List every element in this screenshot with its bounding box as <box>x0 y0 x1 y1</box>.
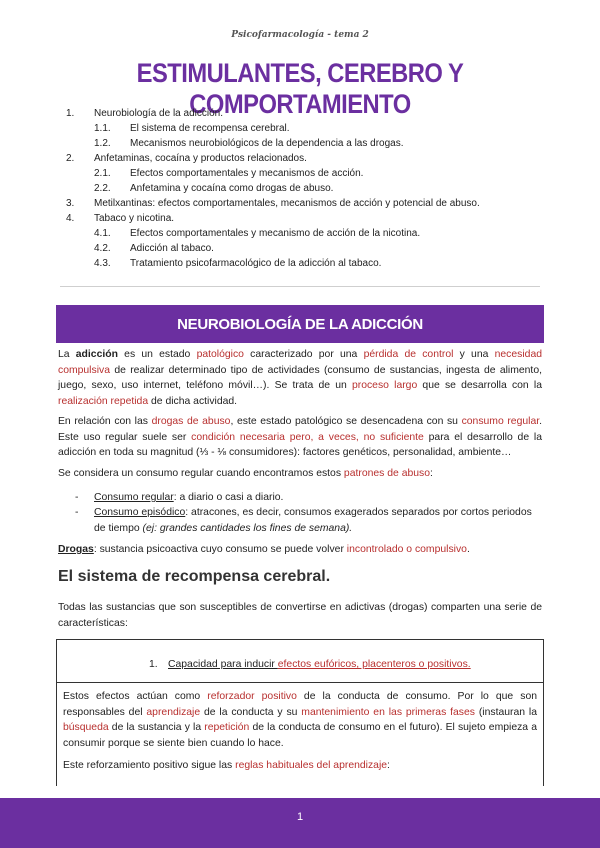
toc-item: 4.2. Adicción al tabaco. <box>94 243 214 254</box>
toc-item: 2.2. Anfetamina y cocaína como drogas de abuso. <box>94 183 334 194</box>
page-number: 1 <box>296 811 304 823</box>
box-paragraph: Este reforzamiento positivo sigue las reglas habituales del aprendizaje: <box>63 760 390 771</box>
table-of-contents <box>0 106 600 271</box>
paragraph-patrones: Se considera un consumo regular cuando encontramos estos patrones de abuso: <box>58 468 433 479</box>
subsection-heading: El sistema de recompensa cerebral. <box>58 568 331 585</box>
toc-item: 2. Anfetaminas, cocaína y productos relacionados. <box>66 153 307 164</box>
page-footer <box>0 798 600 848</box>
divider <box>60 286 540 287</box>
list-item: - Consumo episódico: atracones, es decir, consumos exagerados separados por cortos periodos de tiempo (ej: grandes cantidades los fines de semana). <box>75 507 532 534</box>
paragraph-drogas-definicion: Drogas: sustancia psicoactiva cuyo consumo se puede volver incontrolado o compulsivo. <box>58 544 470 555</box>
section-banner: NEUROBIOLOGÍA DE LA ADICCIÓN <box>56 305 544 343</box>
list-item: - Consumo regular: a diario o casi a diario. <box>75 492 284 503</box>
running-header: Psicofarmacología - tema 2 <box>231 30 369 40</box>
subsection-intro: Todas las sustancias que son susceptibles de convertirse en adictivas (drogas) comparten una serie de características: <box>58 602 542 629</box>
characteristic-box <box>56 639 544 786</box>
toc-item: 4. Tabaco y nicotina. <box>66 213 175 224</box>
toc-item: 1. Neurobiología de la adicción. <box>66 108 223 119</box>
box-paragraph: Estos efectos actúan como reforzador positivo de la conducta de consumo. Por lo que son responsables del aprendizaje de la conducta y su mantenimiento en las primeras fases (instauran la búsqueda de la sustancia y la repetición de la conducta de consumo en el futuro). El sujeto empieza a consumir porque se siente bien cuando lo hace. <box>63 691 538 749</box>
toc-item: 2.1. Efectos comportamentales y mecanismos de acción. <box>94 168 364 179</box>
toc-item: 4.3. Tratamiento psicofarmacológico de la adicción al tabaco. <box>94 258 382 269</box>
toc-item: 4.1. Efectos comportamentales y mecanismo de acción de la nicotina. <box>94 228 421 239</box>
toc-item: 1.2. Mecanismos neurobiológicos de la dependencia a las drogas. <box>94 138 404 149</box>
box-title: 1. Capacidad para inducir efectos eufóricos, placenteros o positivos. <box>57 640 543 683</box>
paragraph-drogas-abuso: En relación con las drogas de abuso, este estado patológico se desencadena con su consumo regular. Este uso regular suele ser condición necesaria pero, a veces, no suficiente para el desarrollo de la adicción en toda su magnitud (⅓ - ⅛ consumidores): factores genéticos, personalidad, ambiente… <box>58 416 542 458</box>
paragraph-adiccion: La adicción es un estado patológico caracterizado por una pérdida de control y una necesidad compulsiva de realizar determinado tipo de actividades (consumo de sustancias, ingesta de alimento, juego, sexo, uso internet, teléfono móvil…). Se trata de un proceso largo que se desarrolla con la realización repetida de dicha actividad. <box>58 349 542 407</box>
toc-item: 1.1. El sistema de recompensa cerebral. <box>94 123 290 134</box>
document-title: ESTIMULANTES, CEREBRO Y COMPORTAMIENTO <box>136 58 464 119</box>
toc-item: 3. Metilxantinas: efectos comportamentales, mecanismos de acción y potencial de abuso. <box>66 198 480 209</box>
